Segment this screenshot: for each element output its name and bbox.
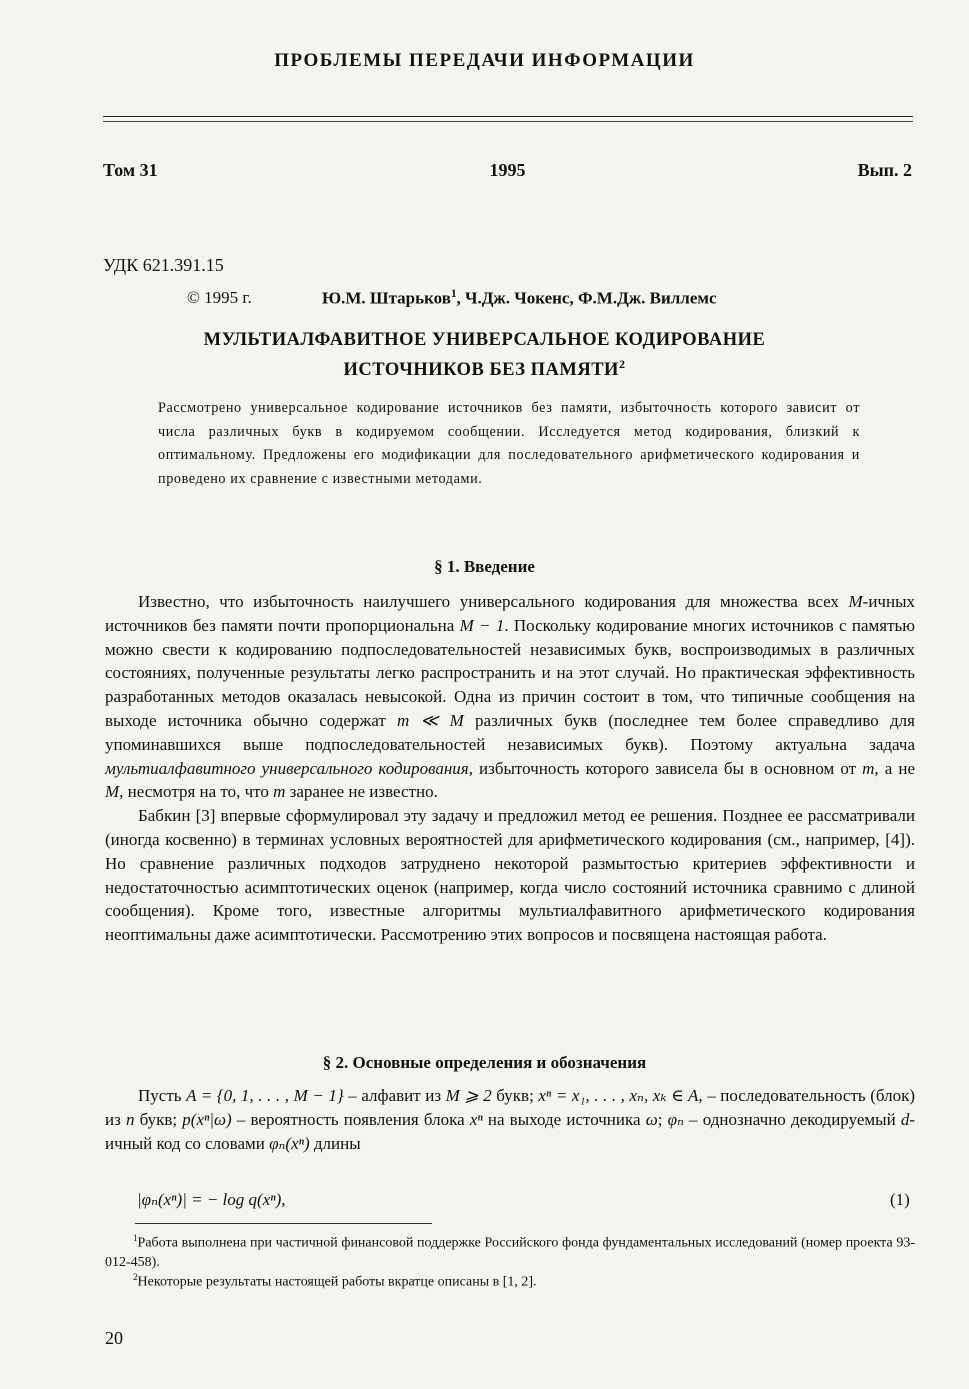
issue: Вып. 2 — [857, 160, 912, 180]
paragraph: Пусть A = {0, 1, . . . , M − 1} – алфавит из M ⩾ 2 букв; xⁿ = x₁, . . . , xₙ, xₖ ∈ A, – последовательность (блок) из n букв; p(xⁿ|ω) – вероятность появления блока xⁿ на выходе источника ω; φₙ – однозначно декодируемый d-ичный код со словами φₙ(xⁿ) длины — [105, 1086, 916, 1153]
section-1-heading: § 1. Введение — [434, 557, 535, 576]
equation-1: |φₙ(xⁿ)| = − log q(xⁿ), — [137, 1190, 286, 1209]
copyright: © 1995 г. — [187, 288, 252, 307]
title-line-1: МУЛЬТИАЛФАВИТНОЕ УНИВЕРСАЛЬНОЕ КОДИРОВАНИЕ — [203, 330, 766, 350]
equation-number: (1) — [890, 1190, 910, 1209]
footnote-mark: 1 — [450, 288, 457, 300]
paper-title — [0, 328, 969, 382]
footnote-1: $^1$Работа выполнена при частичной финансовой поддержке Российского фонда фундаментальных исследований (номер проекта 93-012-458). — [105, 1233, 915, 1270]
author-1: Ю.М. Штарьков — [322, 288, 451, 308]
footnote-mark: 2 — [618, 357, 626, 371]
footnote-2: $^2$Некоторые результаты настоящей работы вкратце описаны в [1, 2]. — [133, 1272, 537, 1290]
footnote-rule — [135, 1223, 432, 1224]
title-line-2: ИСТОЧНИКОВ БЕЗ ПАМЯТИ$^2$ — [343, 357, 626, 381]
journal-title: ПРОБЛЕМЫ ПЕРЕДАЧИ ИНФОРМАЦИИ — [274, 50, 695, 71]
paragraph: Бабкин [3] впервые сформулировал эту задачу и предложил метод ее решения. Позднее ее рассматривали (иногда косвенно) в терминах условных вероятностей для арифметического кодирования (см., например, [4]). Но сравнение различных подходов затруднено некоторой размытостью критериев эффективности и недостаточностью асимптотических оценок (например, когда число состояний источника сравнимо с длиной сообщения). Кроме того, известные алгоритмы мультиалфавитного арифметического кодирования неоптимальны даже асимптотически. Рассмотрению этих вопросов и посвящена настоящая работа. — [105, 806, 915, 945]
abstract: Рассмотрено универсальное кодирование источников без памяти, избыточность которого зависит от числа различных букв в кодируемом сообщении. Исследуется метод кодирования, близкий к оптимальному. Предложены его модификации для последовательного арифметического кодирования и проведено их сравнение с известными методами. — [158, 400, 860, 487]
header-rule-thin — [103, 121, 913, 122]
year: 1995 — [489, 160, 526, 180]
paragraph: Известно, что избыточность наилучшего универсального кодирования для множества всех M-ичных источников без памяти почти пропорциональна M − 1. Поскольку кодирование многих источников с памятью можно свести к кодированию подпоследовательностей независимых букв, воспроизводимых в различных состояниях, полученные результаты легко распространить и на этот случай. Но практическая эффективность разработанных методов оказалась невысокой. Одна из причин состоит в том, что типичные сообщения на выходе источника обычно содержат m ≪ M различных букв (последнее тем более справедливо для упоминавшихся выше подпоследовательностей независимых букв). Поэтому актуальна задача мультиалфавитного универсального кодирования, избыточность которого зависела бы в основном от m, а не M, несмотря на то, что m заранее не известно. — [105, 592, 915, 802]
authors — [322, 288, 717, 309]
header-rule — [103, 116, 913, 117]
authors-rest: , Ч.Дж. Чокенс, Ф.М.Дж. Виллемс — [456, 288, 717, 308]
volume: Том 31 — [103, 160, 158, 180]
udk-code: УДК 621.391.15 — [103, 255, 224, 275]
page-number: 20 — [105, 1328, 123, 1348]
section-2-heading: § 2. Основные определения и обозначения — [322, 1053, 647, 1072]
section-1-body — [105, 590, 915, 947]
section-2-body — [105, 1084, 915, 1155]
